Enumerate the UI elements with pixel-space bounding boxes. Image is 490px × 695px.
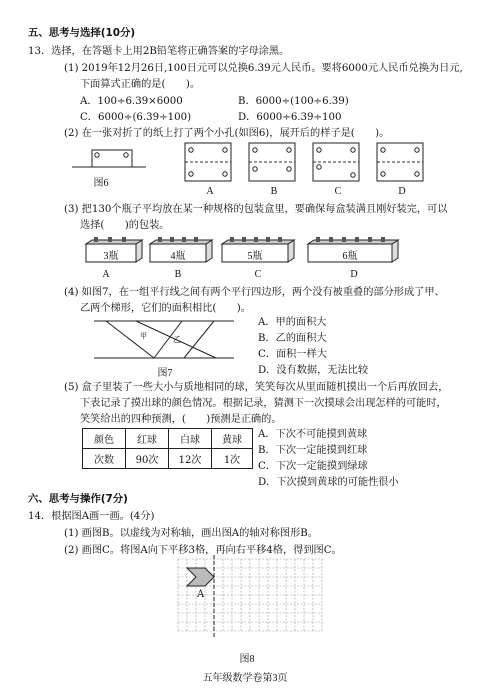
crate-option-b: B: [174, 269, 182, 280]
crate-option-a: A: [102, 269, 110, 280]
page-footer: 五年级数学卷第3页: [202, 673, 288, 684]
option-d: D．没有数据，无法比较: [258, 365, 369, 376]
option-c-figure: [312, 142, 362, 184]
q13-5-line3: 笑笑给出的四种预测，( )预测是正确的。: [80, 414, 282, 425]
label-a: A: [206, 186, 214, 197]
option-d-figure: [376, 142, 426, 184]
table-cell: 次数: [83, 449, 126, 469]
q13-2-line1: (2) 在一张对折了的纸上打了两个小孔(如图6)，展开后的样子是( )。: [64, 128, 390, 139]
crate-label-d: 6瓶: [342, 251, 358, 262]
figure-6-caption: 图6: [93, 178, 109, 189]
option-c: C．下次一定能摸到绿球: [258, 461, 368, 472]
q13-1-line2: 下面算式正确的是( )。: [80, 79, 201, 90]
crate-option-d: D: [350, 269, 358, 280]
section-title: 五、思考与选择(10分): [28, 27, 136, 39]
q13-3-line2: 选择( )的包装。: [80, 220, 170, 231]
q13-3-line1: (3) 把130个瓶子平均放在某一种规格的包装盒里，要确保每盒装满且刚好装完，可以: [64, 204, 448, 215]
figure-8-caption: 图8: [239, 654, 255, 665]
label-d: D: [398, 186, 406, 197]
label-jia: 甲: [140, 332, 147, 340]
table-header-row: [83, 429, 253, 449]
q13-1-line1: (1) 2019年12月26日,100日元可以兑换6.39元人民币。要将6000元人民币兑换为日元,: [64, 63, 463, 74]
option-c: C．6000÷(6.39÷100): [80, 112, 192, 123]
figure-6: [70, 142, 150, 176]
crate-label-a: 3瓶: [103, 251, 119, 262]
q14-2: (2) 画图C。将图A向下平移3格，再向右平移4格，得到图C。: [64, 545, 342, 556]
figure-7-caption: 图7: [157, 368, 173, 379]
label-c: C: [334, 186, 342, 197]
table-cell: 颜色: [83, 429, 126, 449]
q13-4-line2: 乙两个梯形，它们的面积相比( )。: [80, 303, 251, 314]
q13-5-line1: (5) 盒子里装了一些大小与质地相同的球，笑笑每次从里面随机摸出一个后再放回去，: [64, 382, 449, 393]
figure-7: [94, 318, 234, 366]
option-c: C．面积一样大: [258, 349, 327, 360]
question-stem: 14．根据图A画一画。(4分): [28, 511, 155, 522]
crate-label-b: 4瓶: [170, 251, 186, 262]
option-a: A．100÷6.39×6000: [80, 96, 183, 107]
label-yi: 乙: [173, 335, 181, 344]
label-b: B: [270, 186, 278, 197]
table-cell: 12次: [169, 449, 212, 469]
q13-4-line1: (4) 如图7，在一组平行线之间有两个平行四边形，两个没有被重叠的部分形成了甲、: [64, 287, 445, 298]
option-a: A．下次不可能摸到黄球: [258, 429, 368, 440]
crate-option-c: C: [254, 269, 262, 280]
table-cell: 1次: [212, 449, 253, 469]
q14-1: (1) 画图B。以虚线为对称轴，画出图A的轴对称图形B。: [64, 528, 318, 539]
option-a-figure: [184, 142, 234, 184]
ball-table: [82, 428, 253, 469]
option-b: B．乙的面积大: [258, 333, 327, 344]
crate-label-c: 5瓶: [247, 251, 263, 262]
option-a: A．甲的面积大: [258, 317, 327, 328]
option-d: D．下次摸到黄球的可能性很小: [258, 477, 399, 488]
table-row: [83, 449, 253, 469]
table-cell: 红球: [126, 429, 169, 449]
table-cell: 90次: [126, 449, 169, 469]
q13-5-line2: 下表记录了摸出球的颜色情况。根据记录，猜测下一次摸球会出现怎样的可能时，: [80, 398, 447, 409]
option-b: B．下次一定能摸到红球: [258, 445, 368, 456]
table-cell: 白球: [169, 429, 212, 449]
option-b-figure: [248, 142, 298, 184]
shape-a: [187, 568, 214, 586]
option-d: D．6000÷6.39÷100: [238, 112, 342, 123]
option-b: B．6000÷(100÷6.39): [238, 96, 349, 107]
question-stem: 13．选择，在答题卡上用2B铅笔将正确答案的字母涂黑。: [28, 46, 290, 57]
shape-a-label: A: [197, 589, 205, 600]
section-title: 六、思考与操作(7分): [28, 493, 128, 505]
table-cell: 黄球: [212, 429, 253, 449]
